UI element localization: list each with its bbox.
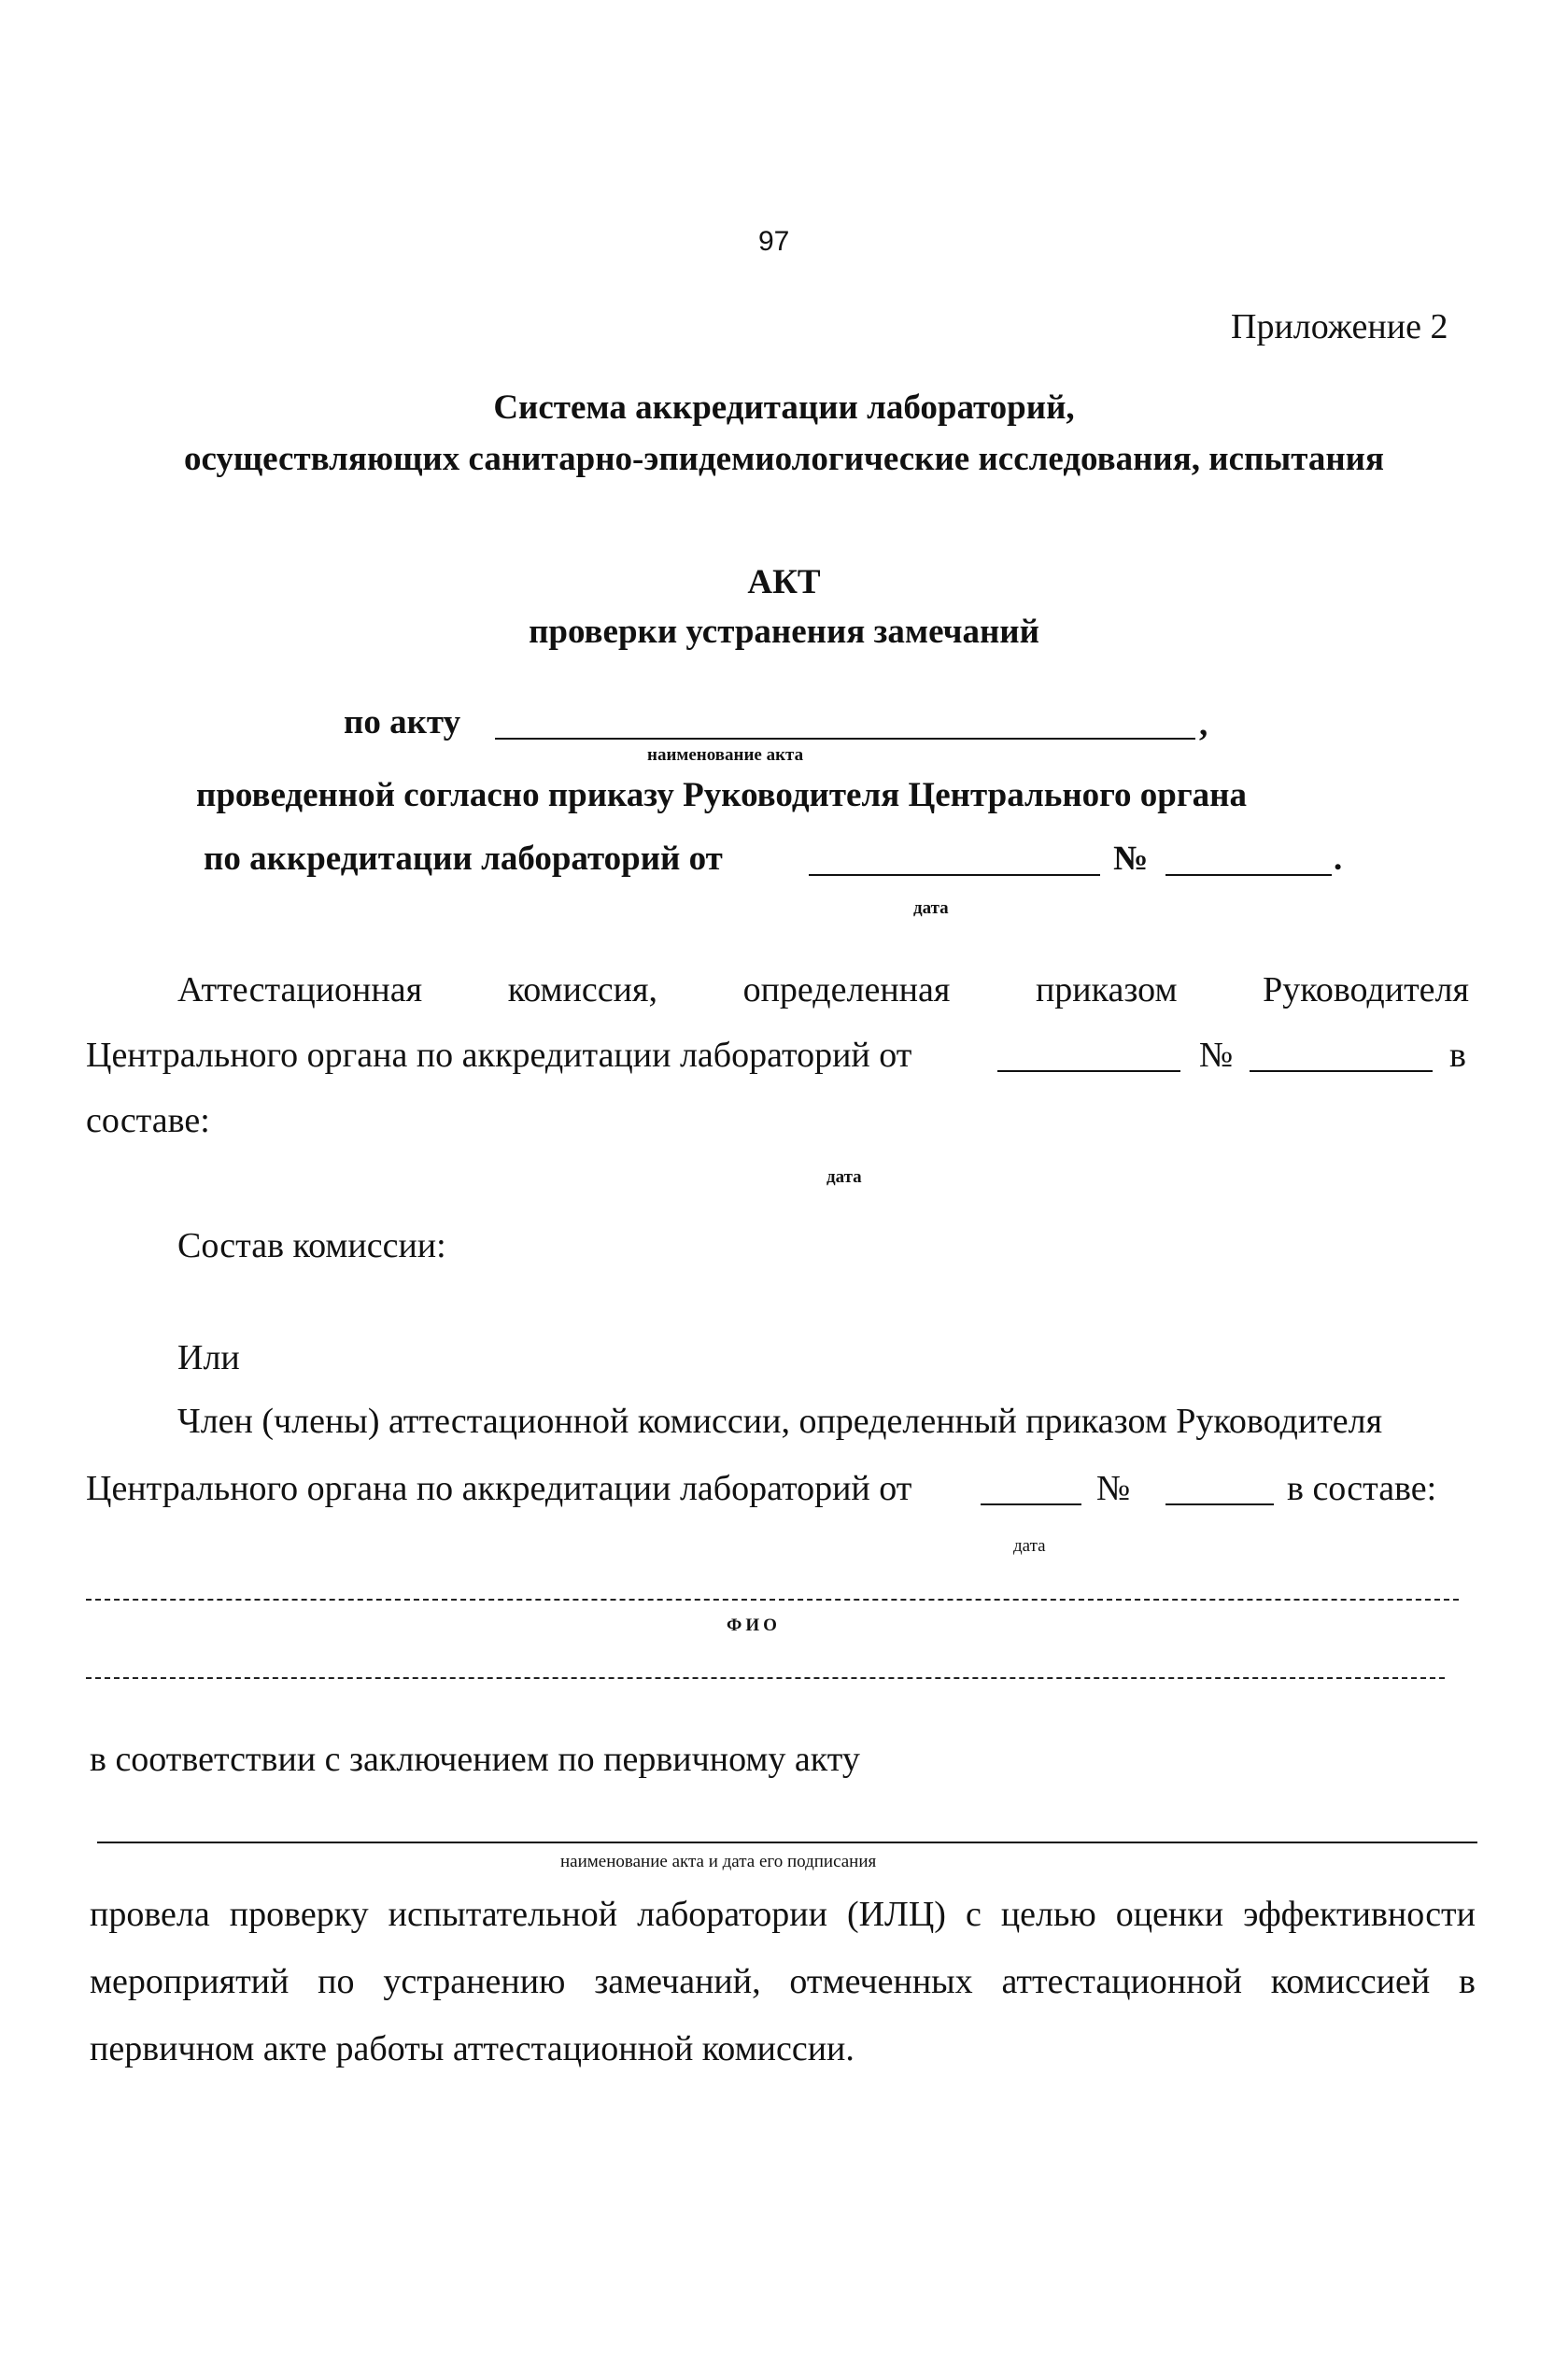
- commission-list-label: Состав комиссии:: [177, 1226, 446, 1265]
- order-number-sign: №: [1113, 840, 1149, 878]
- act-subtitle: проверки устранения замечаний: [529, 613, 1039, 651]
- fio-caption: ФИО: [727, 1616, 781, 1635]
- member-date-caption: дата: [1013, 1536, 1046, 1556]
- system-title-line1: Система аккредитации лабораторий,: [493, 388, 1075, 427]
- commission-p1-line2-a: Центрального органа по аккредитации лабораторий от: [86, 1036, 912, 1075]
- order-number-field[interactable]: [1165, 874, 1332, 876]
- act-name-caption: наименование акта: [647, 745, 804, 765]
- commission-number-sign: №: [1199, 1036, 1234, 1075]
- fio-field-2[interactable]: [86, 1677, 1445, 1679]
- member-line2-a: Центрального органа по аккредитации лабораторий от: [86, 1469, 912, 1508]
- page-number: 97: [758, 226, 790, 257]
- order-date-field[interactable]: [809, 874, 1100, 876]
- member-number-field[interactable]: [1165, 1503, 1274, 1505]
- primary-act-caption: наименование акта и дата его подписания: [560, 1852, 877, 1871]
- or-label: Или: [177, 1338, 240, 1377]
- act-title: АКТ: [747, 563, 821, 601]
- fio-field-1[interactable]: [86, 1599, 1459, 1601]
- commission-p1-line3: составе:: [86, 1101, 210, 1140]
- member-date-field[interactable]: [981, 1503, 1081, 1505]
- primary-act-field[interactable]: [97, 1842, 1477, 1843]
- appendix-label: Приложение 2: [1231, 307, 1448, 346]
- conclusion-line1: провела проверку испытательной лаборатории (ИЛЦ) с целью оценки эффективности: [90, 1895, 1476, 1934]
- member-line1: Член (члены) аттестационной комиссии, определенный приказом Руководителя: [177, 1402, 1383, 1441]
- order-line2-label: по аккредитации лабораторий от: [204, 840, 723, 878]
- commission-number-field[interactable]: [1250, 1070, 1433, 1072]
- member-line2-b: в составе:: [1287, 1469, 1437, 1508]
- by-act-label: по акту: [344, 703, 461, 741]
- conclusion-line2: мероприятий по устранению замечаний, отмеченных аттестационной комиссией в: [90, 1962, 1476, 2001]
- act-name-field[interactable]: [495, 738, 1195, 740]
- conclusion-line3: первичном акте работы аттестационной комиссии.: [90, 2029, 855, 2068]
- commission-date-caption: дата: [826, 1167, 862, 1187]
- system-title-line2: осуществляющих санитарно-эпидемиологические исследования, испытания: [183, 440, 1384, 478]
- order-date-caption: дата: [913, 898, 949, 918]
- by-act-comma: ,: [1199, 705, 1208, 743]
- order-line1: проведенной согласно приказу Руководителя Центрального органа: [196, 776, 1247, 814]
- conformity-text: в соответствии с заключением по первичному акту: [90, 1740, 860, 1779]
- commission-date-field[interactable]: [997, 1070, 1180, 1072]
- commission-p1-line2-b: в: [1449, 1036, 1466, 1075]
- member-number-sign: №: [1096, 1469, 1131, 1508]
- commission-p1-line1: Аттестационная комиссия, определенная приказом Руководителя: [177, 970, 1469, 1009]
- order-period: .: [1334, 840, 1343, 878]
